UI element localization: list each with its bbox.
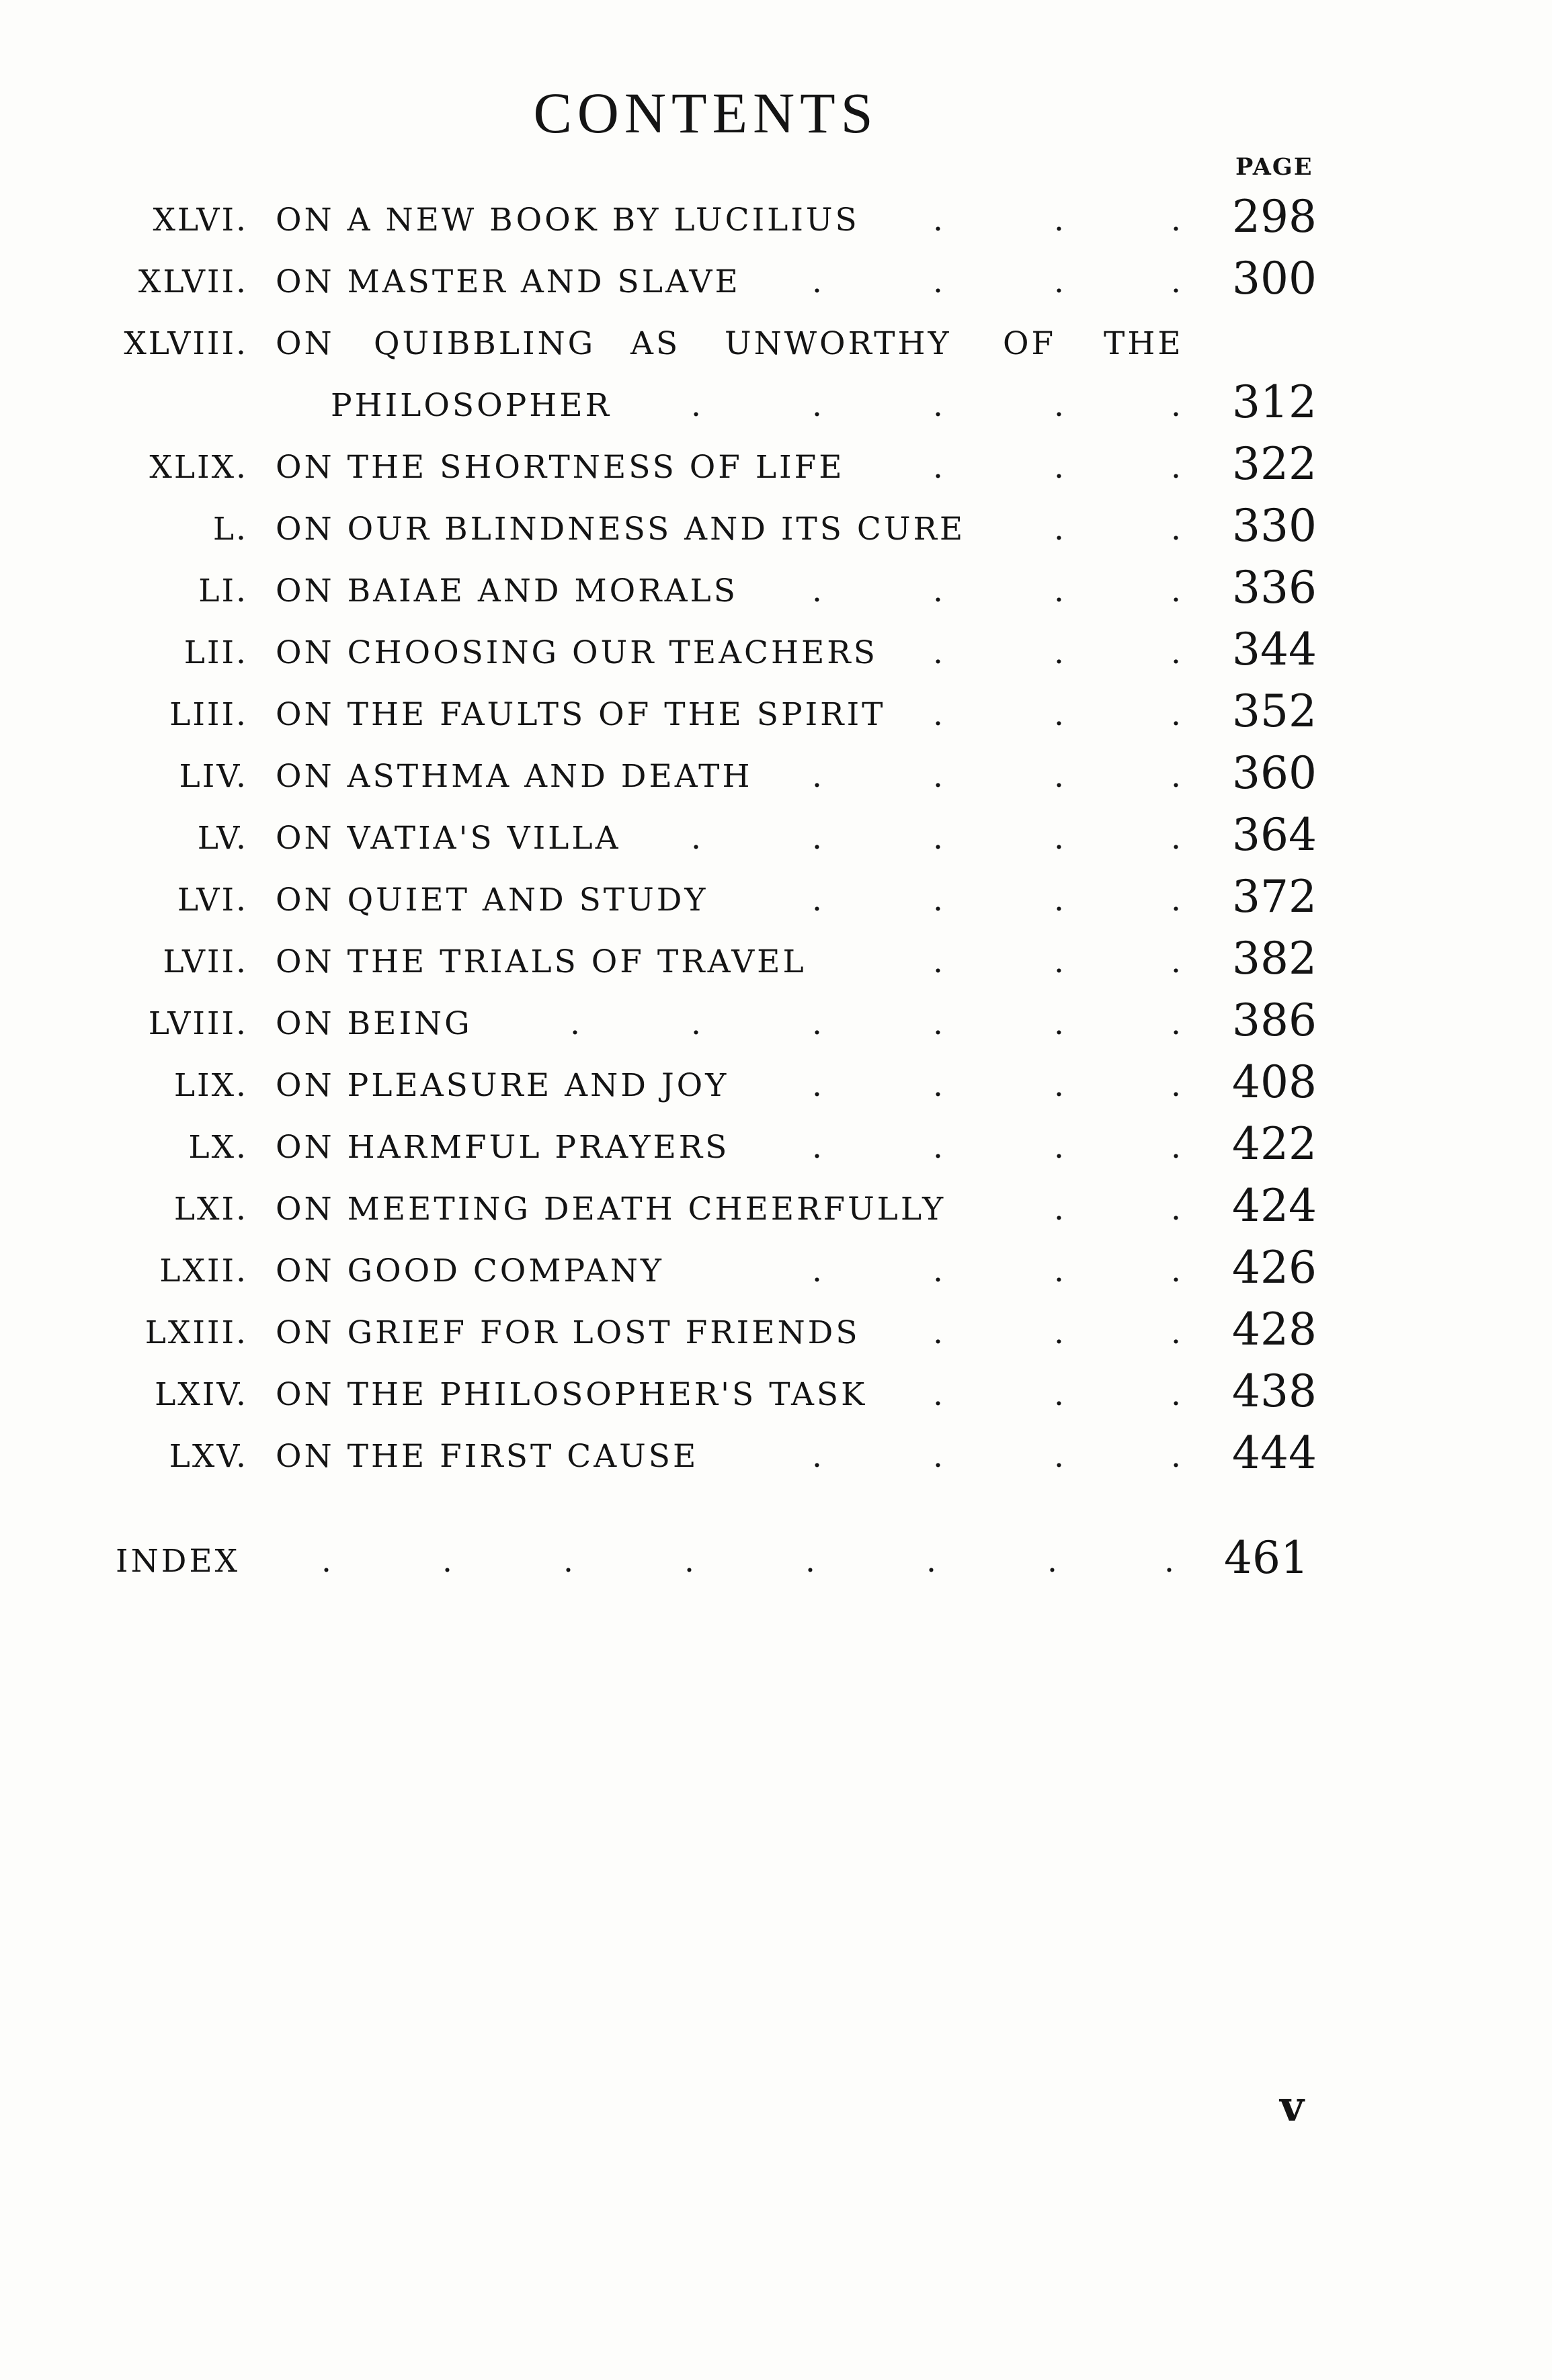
toc-entry[interactable]: XLVI. ON A NEW BOOK BY LUCILIUS . . . 298 bbox=[153, 191, 1317, 243]
entry-page: 386 bbox=[1232, 994, 1317, 1046]
entry-number: LXIII. bbox=[145, 1314, 248, 1351]
entry-title-word: UNWORTHY bbox=[725, 325, 952, 362]
entry-page: 360 bbox=[1232, 747, 1317, 799]
entry-title: ON OUR BLINDNESS AND ITS CURE bbox=[276, 511, 966, 548]
entry-title: ON HARMFUL PRAYERS bbox=[276, 1129, 730, 1166]
toc-entry[interactable]: LIV. ON ASTHMA AND DEATH . . . . 360 bbox=[179, 747, 1317, 799]
page-column-header: PAGE bbox=[1235, 153, 1313, 181]
toc-entry[interactable]: LV. ON VATIA'S VILLA . . . . . 364 bbox=[197, 809, 1317, 861]
entry-title: ON THE FAULTS OF THE SPIRIT bbox=[276, 696, 886, 733]
entry-title: ON BAIAE AND MORALS bbox=[276, 572, 738, 609]
entry-number: LVI. bbox=[177, 882, 248, 919]
entry-number: LII. bbox=[183, 634, 248, 671]
entry-title: ON ASTHMA AND DEATH bbox=[276, 758, 753, 795]
toc-entry[interactable]: LXIII. ON GRIEF FOR LOST FRIENDS . . . 428 bbox=[145, 1304, 1317, 1355]
entry-title: ON QUIET AND STUDY bbox=[276, 882, 708, 919]
entry-page: 312 bbox=[1232, 376, 1317, 428]
toc-index-entry[interactable]: INDEX . . . . . . . . 461 bbox=[116, 1532, 1309, 1584]
toc-entry[interactable]: LXI. ON MEETING DEATH CHEERFULLY . . 424 bbox=[173, 1180, 1317, 1232]
toc-entry[interactable]: LII. ON CHOOSING OUR TEACHERS . . . 344 bbox=[183, 624, 1317, 675]
toc-entry[interactable]: LIII. ON THE FAULTS OF THE SPIRIT . . . 352 bbox=[169, 685, 1317, 737]
entry-page: 444 bbox=[1232, 1427, 1317, 1479]
entry-title: ON GRIEF FOR LOST FRIENDS bbox=[276, 1314, 860, 1351]
entry-title: ON THE SHORTNESS OF LIFE bbox=[276, 449, 845, 486]
toc-entry[interactable]: LI. ON BAIAE AND MORALS . . . . 336 bbox=[198, 562, 1317, 613]
entry-number: LXV. bbox=[169, 1438, 248, 1475]
page-title: CONTENTS bbox=[533, 81, 879, 145]
entry-title: ON GOOD COMPANY bbox=[276, 1252, 664, 1289]
entry-title: ON A NEW BOOK BY LUCILIUS bbox=[276, 202, 860, 239]
toc-entry[interactable]: XLIX. ON THE SHORTNESS OF LIFE . . . 322 bbox=[149, 438, 1317, 490]
entry-page: 424 bbox=[1232, 1180, 1317, 1232]
entry-page: 330 bbox=[1232, 500, 1317, 552]
entry-page: 426 bbox=[1232, 1242, 1317, 1293]
entry-page: 300 bbox=[1232, 253, 1317, 304]
toc-entry[interactable]: LXII. ON GOOD COMPANY . . . . 426 bbox=[159, 1242, 1317, 1293]
toc-entry[interactable]: XLVII. ON MASTER AND SLAVE . . . . 300 bbox=[138, 253, 1317, 304]
entry-title: ON BEING bbox=[276, 1005, 473, 1042]
entry-page: 336 bbox=[1232, 562, 1317, 613]
index-page: 461 bbox=[1224, 1532, 1309, 1584]
entry-title-word: AS bbox=[630, 325, 681, 362]
entry-number: L. bbox=[212, 511, 248, 548]
entry-number: LV. bbox=[197, 820, 248, 857]
entry-page: 438 bbox=[1232, 1365, 1317, 1417]
entry-page: 372 bbox=[1232, 871, 1317, 923]
toc-entry[interactable]: LX. ON HARMFUL PRAYERS . . . . 422 bbox=[188, 1118, 1317, 1170]
page-folio: v bbox=[1280, 2082, 1305, 2131]
entry-number: XLVII. bbox=[138, 263, 248, 300]
entry-number: LVII. bbox=[163, 943, 248, 980]
entry-number: LIV. bbox=[179, 758, 248, 795]
toc-entry[interactable] bbox=[0, 325, 1552, 387]
toc-entry[interactable]: L. ON OUR BLINDNESS AND ITS CURE . . 330 bbox=[212, 500, 1317, 552]
entry-page: 422 bbox=[1232, 1118, 1317, 1170]
entry-page: 352 bbox=[1232, 685, 1317, 737]
entry-number: LIX. bbox=[173, 1067, 248, 1104]
entry-page: 382 bbox=[1232, 933, 1317, 984]
toc-entry[interactable]: LXV. ON THE FIRST CAUSE . . . . 444 bbox=[169, 1427, 1317, 1479]
entry-page: 428 bbox=[1232, 1304, 1317, 1355]
entry-title-word: ON bbox=[276, 325, 335, 362]
entry-title: ON THE PHILOSOPHER'S TASK bbox=[276, 1376, 868, 1413]
entry-number: LX. bbox=[188, 1129, 248, 1166]
index-label: INDEX bbox=[116, 1543, 241, 1580]
entry-title: ON THE TRIALS OF TRAVEL bbox=[276, 943, 807, 980]
entry-title: ON MASTER AND SLAVE bbox=[276, 263, 741, 300]
entry-number: LXI. bbox=[173, 1191, 248, 1228]
entry-number: LIII. bbox=[169, 696, 248, 733]
entry-number: XLIX. bbox=[149, 449, 248, 486]
entry-title: ON PLEASURE AND JOY bbox=[276, 1067, 729, 1104]
entry-number: LVIII. bbox=[148, 1005, 248, 1042]
toc-entry[interactable]: LVI. ON QUIET AND STUDY . . . . 372 bbox=[177, 871, 1317, 923]
entry-title-word: THE bbox=[1104, 325, 1184, 362]
entry-number: XLVIII. bbox=[124, 325, 248, 362]
entry-number: LXII. bbox=[159, 1252, 248, 1289]
entry-page: 322 bbox=[1232, 438, 1317, 490]
toc-entry[interactable]: LXIV. ON THE PHILOSOPHER'S TASK . . . 438 bbox=[155, 1365, 1317, 1417]
toc-entry[interactable]: LVIII. ON BEING . . . . . . 386 bbox=[148, 994, 1317, 1046]
entry-title-continuation: PHILOSOPHER bbox=[331, 387, 612, 424]
entry-page: 364 bbox=[1232, 809, 1317, 861]
toc-entry-continuation[interactable]: PHILOSOPHER . . . . . 312 bbox=[331, 376, 1317, 428]
entry-number: XLVI. bbox=[153, 202, 248, 239]
entry-title-word: OF bbox=[1003, 325, 1057, 362]
toc-entry[interactable]: LVII. ON THE TRIALS OF TRAVEL . . . 382 bbox=[163, 933, 1317, 984]
entry-title-word: QUIBBLING bbox=[374, 325, 596, 362]
entry-title: ON MEETING DEATH CHEERFULLY bbox=[276, 1191, 946, 1228]
entry-number: LXIV. bbox=[155, 1376, 248, 1413]
entry-title: ON CHOOSING OUR TEACHERS bbox=[276, 634, 878, 671]
entry-number: LI. bbox=[198, 572, 248, 609]
entry-page: 298 bbox=[1232, 191, 1317, 243]
entry-title: ON THE FIRST CAUSE bbox=[276, 1438, 699, 1475]
toc-entry[interactable]: LIX. ON PLEASURE AND JOY . . . . 408 bbox=[173, 1056, 1317, 1108]
entry-page: 408 bbox=[1232, 1056, 1317, 1108]
entry-title: ON VATIA'S VILLA bbox=[276, 820, 621, 857]
entry-page: 344 bbox=[1232, 624, 1317, 675]
